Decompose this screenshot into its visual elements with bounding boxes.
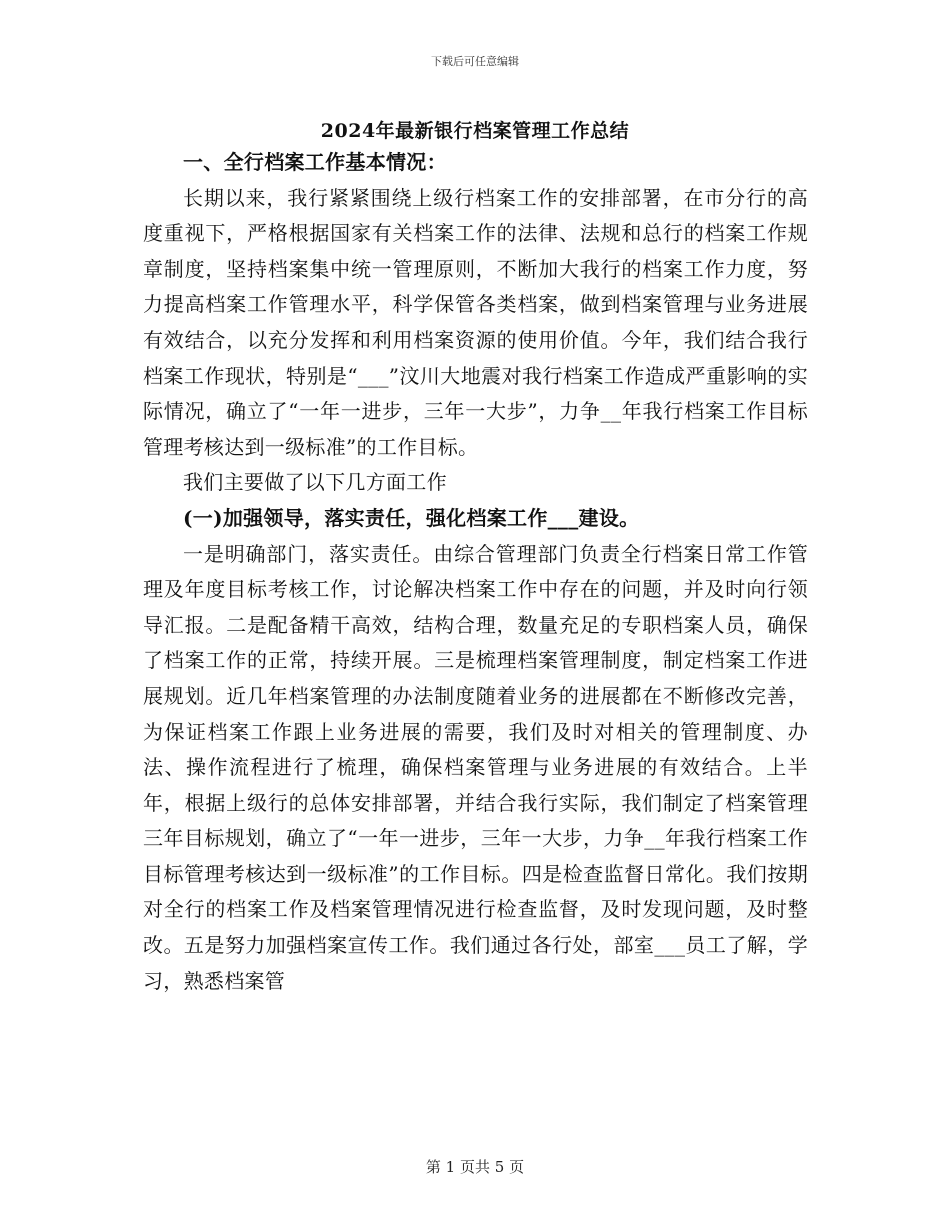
paragraph-3: 一是明确部门，落实责任。由综合管理部门负责全行档案日常工作管理及年度目标考核工作，讨论解决档案工作中存在的问题，并及时向行领导汇报。二是配备精干高效，结构合理，数量充足的专职档案人员，确保了档案工作的正常，持续开展。三是梳理档案管理制度，制定档案工作进展规划。近几年档案管理的办法制度随着业务的进展都在不断修改完善，为保证档案工作跟上业务进展的需要，我们及时对相关的管理制度、办法、操作流程进行了梳理，确保档案管理与业务进展的有效结合。上半年，根据上级行的总体安排部署，并结合我行实际，我们制定了档案管理三年目标规划，确立了“一年一进步，三年一大步，力争__年我行档案工作目标管理考核达到一级标准”的工作目标。四是检查监督日常化。我们按期对全行的档案工作及档案管理情况进行检查监督，及时发现问题，及时整改。五是努力加强档案宣传工作。我们通过各行处，部室___员工了解，学习，熟悉档案管 xyxy=(143,541,808,993)
document-body xyxy=(143,145,808,999)
paragraph-2: 我们主要做了以下几方面工作 xyxy=(183,470,447,495)
paragraph-1: 长期以来，我行紧紧围绕上级行档案工作的安排部署，在市分行的高度重视下，严格根据国家有关档案工作的法律、法规和总行的档案工作规章制度，坚持档案集中统一管理原则，不断加大我行的档案工作力度，努力提高档案工作管理水平，科学保管各类档案，做到档案管理与业务进展有效结合，以充分发挥和利用档案资源的使用价值。今年，我们结合我行档案工作现状，特别是“___”汶川大地震对我行档案工作造成严重影响的实际情况，确立了“一年一进步，三年一大步”，力争__年我行档案工作目标管理考核达到一级标准”的工作目标。 xyxy=(143,185,808,459)
page-footer: 第 1 页共 5 页 xyxy=(425,1158,525,1176)
document-title: 2024年最新银行档案管理工作总结 xyxy=(320,120,630,142)
header-note: 下载后可任意编辑 xyxy=(431,55,519,68)
section-heading: 一、全行档案工作基本情况： xyxy=(183,150,447,174)
subheading-1: (一)加强领导，落实责任，强化档案工作___建设。 xyxy=(183,505,640,530)
